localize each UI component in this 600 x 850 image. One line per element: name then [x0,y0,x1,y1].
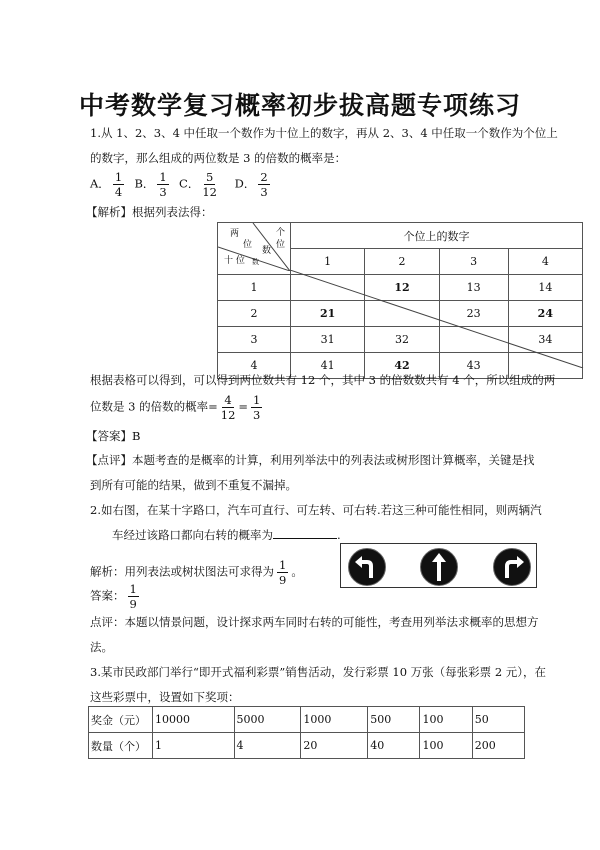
text: 位 [276,240,286,250]
table-cell: 40 [368,733,420,759]
text: = [238,399,249,414]
straight-sign-icon [420,548,458,586]
q1-comment: 到所有可能的结果，做到不重复不漏掉。 [90,478,297,492]
text: 2 [260,170,268,184]
text: 位 [243,240,253,250]
text: D． [234,176,256,191]
table-cell: 10000 [153,707,235,733]
text: 解析：用列表法或树状图法可求得为 [90,564,274,579]
q3-text: 3.某市民政部门举行“即开式福利彩票”销售活动，发行彩票 10 万张（每张彩票 2 元），在 [90,665,547,679]
text [421,549,457,585]
text: 答案： [90,588,125,603]
text: 数 [252,258,259,266]
answer-blank [273,538,337,539]
text: 12 [220,408,236,422]
option-b-fraction [157,170,168,199]
traffic-signs-figure [340,543,537,588]
text: 9 [279,573,287,587]
text [507,562,518,578]
text [221,393,236,422]
q2-comment: 法。 [90,640,113,654]
table-cell: 24 [508,301,582,327]
text [277,558,288,587]
text: 数 [262,246,272,256]
text [517,556,524,568]
table-cell: 4 [234,733,301,759]
table-diagonal [290,270,584,368]
table-cell: 32 [365,327,439,353]
text [218,223,583,249]
table-cell: 14 [508,275,582,301]
q1-comment: 【点评】本题考查的是概率的计算，利用列举法中的列表法或树形图计算概率，关键是找 [86,453,535,467]
text: 3 [260,185,268,199]
table-cell: 42 [365,353,439,379]
option-c-fraction [202,170,217,199]
q2-comment: 点评：本题以情景问题，设计探求两车同时右转的可能性，考查用列举法求概率的思想方 [90,615,539,629]
text: B． [134,176,155,191]
q3-text: 这些彩票中，设置如下奖项： [90,690,240,704]
table-cell: 12 [365,275,439,301]
text: A． [90,176,110,191]
text: 个 [276,228,286,238]
table-cell: 5000 [234,707,301,733]
text [355,556,362,568]
q2-text: 2.如右图，在某十字路口，汽车可直行、可左转、可右转.若这三种可能性相同，则两辆汽 [90,503,542,517]
text [432,553,446,562]
table-header: 个位上的数字 [291,223,583,249]
table-cell: 23 [439,301,508,327]
text: 9 [129,597,137,611]
table-cell: 1000 [301,707,368,733]
table-cell: 41 [291,353,365,379]
text: 两 [230,229,240,239]
table-cell: 4 [508,249,582,275]
table-cell: 20 [301,733,368,759]
option-a-fraction [113,170,124,199]
q1-text: 1.从 1、2、3、4 中任取一个数作为十位上的数字，再从 2、3、4 中任取一个数作为个位上 [90,126,558,140]
text: 3 [253,408,261,422]
text: 位数是 3 的倍数的概率= [90,399,218,414]
text: 1 [129,582,137,596]
table-cell: 1 [218,275,291,301]
text: 3 [159,185,167,199]
table-cell: 数量（个） [89,733,153,759]
table-cell: 100 [420,707,472,733]
text: 1 [253,393,261,407]
text: 1 [159,170,167,184]
text [89,707,525,759]
text: 5 [206,170,214,184]
table-cell: 13 [439,275,508,301]
prize-table [88,706,525,759]
table-cell: 43 [439,353,508,379]
q1-text: 的数字，那么组成的两位数是 3 的倍数的概率是： [90,151,347,165]
text: 十 位 [224,256,245,266]
table-cell: 奖金（元） [89,707,153,733]
table-cell: 2 [365,249,439,275]
text: 1 [114,170,123,184]
page-title: 中考数学复习概率初步拔高题专项练习 [78,91,521,120]
table-corner [218,223,291,275]
table-cell: 3 [218,327,291,353]
q1-conclusion: 根据表格可以得到，可以得到两位数共有 12 个，其中 3 的倍数数共有 4 个，所以组成的两 [90,373,556,387]
q2-text [112,527,341,543]
table-row [89,733,525,759]
table-cell: 1 [291,249,365,275]
table-cell: 34 [508,327,582,353]
option-d-fraction [258,170,269,199]
table-cell: 1 [153,733,235,759]
text: 1 [279,558,287,572]
text [251,393,262,422]
table-cell: 50 [472,707,524,733]
turn-left-sign-icon [348,548,386,586]
text: 4 [224,393,232,407]
text: 12 [202,185,217,199]
table-cell: 4 [218,353,291,379]
text [128,582,139,611]
q1-analysis-label: 【解析】根据列表法得： [86,205,213,219]
q2-answer [90,582,142,611]
q1-options [90,170,273,199]
text: 。 [291,564,303,579]
text: C． [179,176,200,191]
table-cell: 500 [368,707,420,733]
table-cell: 3 [439,249,508,275]
text: 车经过该路口都向右转的概率为 [112,528,273,542]
turn-right-sign-icon [493,548,531,586]
q1-probability [90,393,265,422]
text [349,549,385,585]
text [290,270,583,368]
text: . [337,528,341,542]
table-row [89,707,525,733]
table-cell: 31 [291,327,365,353]
text: 4 [114,185,123,199]
table-cell: 21 [291,301,365,327]
q1-answer: 【答案】B [86,429,141,443]
table-cell: 100 [420,733,472,759]
table-cell: 2 [218,301,291,327]
text [494,549,530,585]
table-cell: 200 [472,733,524,759]
